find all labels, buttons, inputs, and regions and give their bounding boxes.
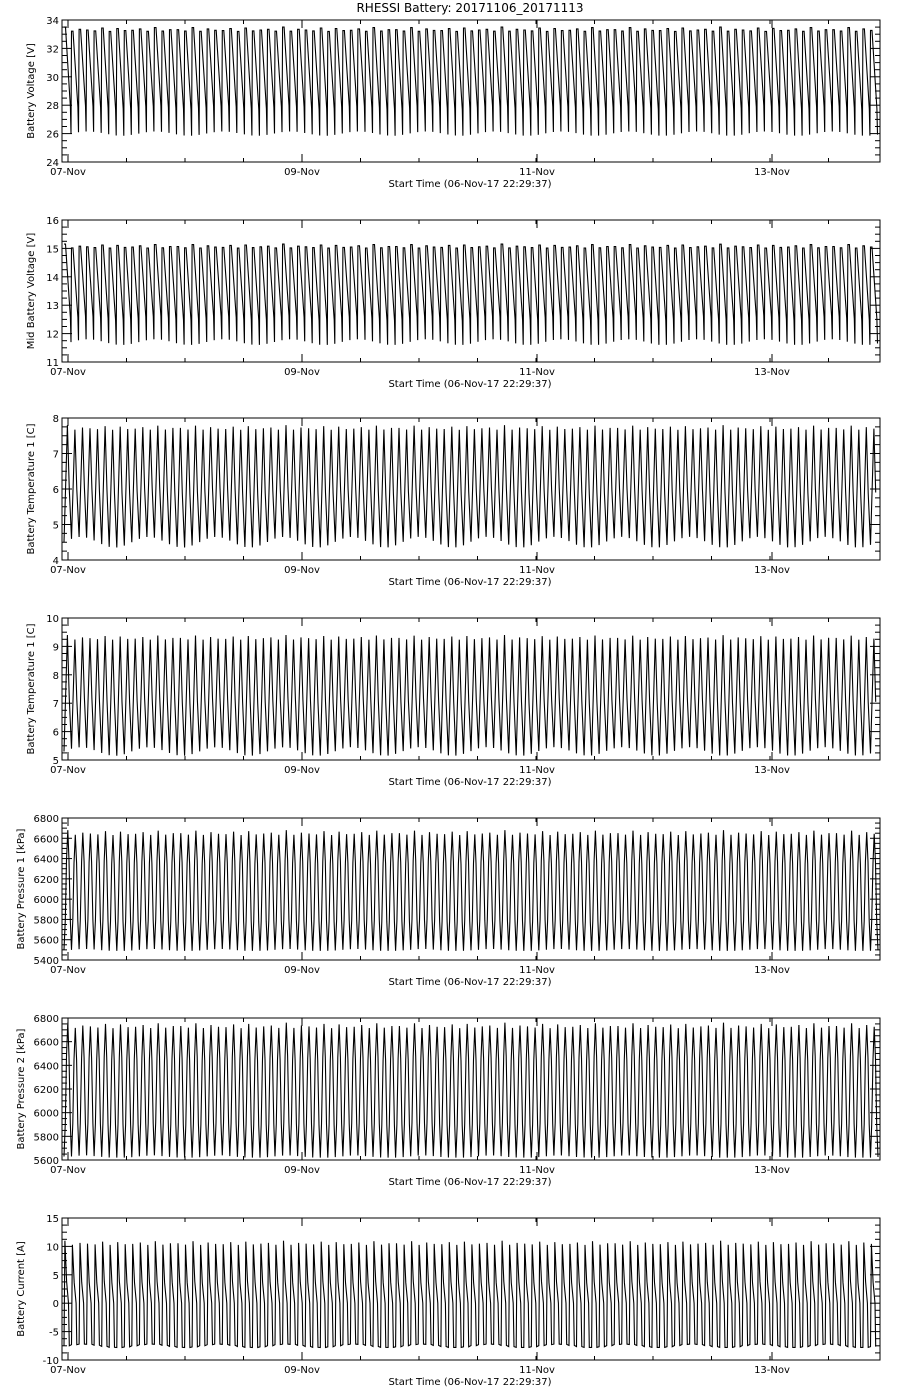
series-line — [64, 635, 876, 756]
y-tick-label: 8 — [52, 670, 59, 682]
y-tick-label: 9 — [52, 642, 59, 654]
x-tick-label: 11-Nov — [519, 965, 555, 976]
chart-panel-6 — [16, 1014, 880, 1188]
x-axis-label: Start Time (06-Nov-17 22:29:37) — [388, 379, 552, 390]
y-tick-label: 5800 — [33, 1132, 59, 1144]
series-line — [64, 830, 878, 951]
x-tick-label: 09-Nov — [284, 1365, 320, 1376]
x-axis-label: Start Time (06-Nov-17 22:29:37) — [388, 777, 552, 788]
y-tick-label: 30 — [46, 72, 59, 84]
y-tick-label: 5600 — [33, 935, 59, 947]
y-axis-label: Battery Temperature 1 [C] — [26, 623, 37, 755]
y-tick-label: 6 — [52, 485, 59, 496]
y-axis-label: Battery Temperature 1 [C] — [26, 423, 37, 555]
y-tick-label: 26 — [46, 129, 59, 141]
y-tick-label: 6000 — [33, 1108, 59, 1120]
x-tick-label: 13-Nov — [754, 1165, 790, 1176]
y-tick-label: 5 — [52, 1270, 59, 1282]
x-tick-label: 11-Nov — [519, 367, 555, 378]
y-tick-label: 7 — [52, 449, 59, 461]
y-tick-label: -10 — [42, 1356, 59, 1367]
y-tick-label: 6800 — [33, 1014, 59, 1025]
y-tick-label: -5 — [49, 1327, 59, 1339]
x-tick-label: 11-Nov — [519, 765, 555, 776]
y-tick-label: 8 — [52, 414, 59, 425]
y-tick-label: 6400 — [33, 1061, 59, 1073]
x-tick-label: 13-Nov — [754, 1365, 790, 1376]
x-axis-label: Start Time (06-Nov-17 22:29:37) — [388, 179, 552, 190]
y-tick-label: 6200 — [33, 1085, 59, 1096]
x-tick-label: 13-Nov — [754, 367, 790, 378]
x-tick-label: 07-Nov — [50, 565, 86, 576]
y-tick-label: 5800 — [33, 915, 59, 927]
chart-panel-4 — [26, 614, 880, 788]
y-axis-label: Mid Battery Voltage [V] — [26, 232, 37, 350]
series-line — [64, 27, 878, 136]
y-tick-label: 6000 — [33, 895, 59, 907]
y-tick-label: 6200 — [33, 874, 59, 886]
y-axis-label: Battery Current [A] — [16, 1241, 27, 1337]
x-tick-label: 09-Nov — [284, 765, 320, 776]
y-axis-label: Battery Pressure 2 [kPa] — [16, 1028, 27, 1150]
y-tick-label: 28 — [46, 101, 59, 113]
y-tick-label: 6400 — [33, 854, 59, 866]
x-tick-label: 09-Nov — [284, 167, 320, 178]
y-tick-label: 4 — [52, 556, 59, 567]
x-tick-label: 11-Nov — [519, 167, 555, 178]
x-tick-label: 13-Nov — [754, 965, 790, 976]
chart-panel-7 — [16, 1214, 880, 1388]
x-tick-label: 11-Nov — [519, 565, 555, 576]
x-tick-label: 09-Nov — [284, 565, 320, 576]
y-tick-label: 14 — [46, 272, 59, 284]
x-tick-label: 11-Nov — [519, 1165, 555, 1176]
figure-title: RHESSI Battery: 20171106_20171113 — [356, 1, 584, 15]
y-tick-label: 7 — [52, 699, 59, 711]
series-line — [64, 244, 878, 345]
y-tick-label: 5400 — [33, 956, 59, 967]
y-tick-label: 11 — [46, 358, 59, 369]
y-tick-label: 15 — [46, 1214, 59, 1225]
x-tick-label: 07-Nov — [50, 167, 86, 178]
x-axis-label: Start Time (06-Nov-17 22:29:37) — [388, 977, 552, 988]
x-axis-label: Start Time (06-Nov-17 22:29:37) — [388, 1177, 552, 1188]
x-tick-label: 09-Nov — [284, 965, 320, 976]
y-axis-label: Battery Pressure 1 [kPa] — [16, 828, 27, 950]
x-tick-label: 07-Nov — [50, 367, 86, 378]
x-axis-label: Start Time (06-Nov-17 22:29:37) — [388, 577, 552, 588]
y-tick-label: 10 — [46, 614, 59, 625]
y-tick-label: 5 — [52, 756, 59, 767]
chart-panel-5 — [16, 814, 880, 988]
x-tick-label: 07-Nov — [50, 1165, 86, 1176]
y-tick-label: 6800 — [33, 814, 59, 825]
x-tick-label: 13-Nov — [754, 765, 790, 776]
x-tick-label: 07-Nov — [50, 965, 86, 976]
y-tick-label: 16 — [46, 216, 59, 227]
x-tick-label: 13-Nov — [754, 565, 790, 576]
y-tick-label: 6600 — [33, 1037, 59, 1049]
y-tick-label: 0 — [52, 1299, 59, 1311]
chart-panel-2 — [26, 216, 880, 390]
x-tick-label: 11-Nov — [519, 1365, 555, 1376]
y-tick-label: 12 — [46, 329, 59, 341]
x-tick-label: 09-Nov — [284, 1165, 320, 1176]
x-tick-label: 09-Nov — [284, 367, 320, 378]
y-tick-label: 34 — [46, 16, 59, 27]
y-axis-label: Battery Voltage [V] — [26, 43, 37, 139]
x-tick-label: 13-Nov — [754, 167, 790, 178]
y-tick-label: 32 — [46, 44, 59, 56]
series-line — [64, 1023, 878, 1158]
y-tick-label: 24 — [46, 158, 59, 169]
x-tick-label: 07-Nov — [50, 1365, 86, 1376]
y-tick-label: 5600 — [33, 1156, 59, 1167]
y-tick-label: 6600 — [33, 834, 59, 846]
chart-panel-3 — [26, 414, 880, 588]
y-tick-label: 10 — [46, 1242, 59, 1254]
x-axis-label: Start Time (06-Nov-17 22:29:37) — [388, 1377, 552, 1388]
chart-panel-1 — [26, 16, 880, 190]
y-tick-label: 15 — [46, 244, 59, 256]
series-line — [64, 1241, 876, 1348]
y-tick-label: 5 — [52, 520, 59, 532]
panels — [16, 16, 880, 1388]
x-tick-label: 07-Nov — [50, 765, 86, 776]
series-line — [64, 425, 876, 547]
y-tick-label: 6 — [52, 727, 59, 739]
y-tick-label: 13 — [46, 301, 59, 313]
